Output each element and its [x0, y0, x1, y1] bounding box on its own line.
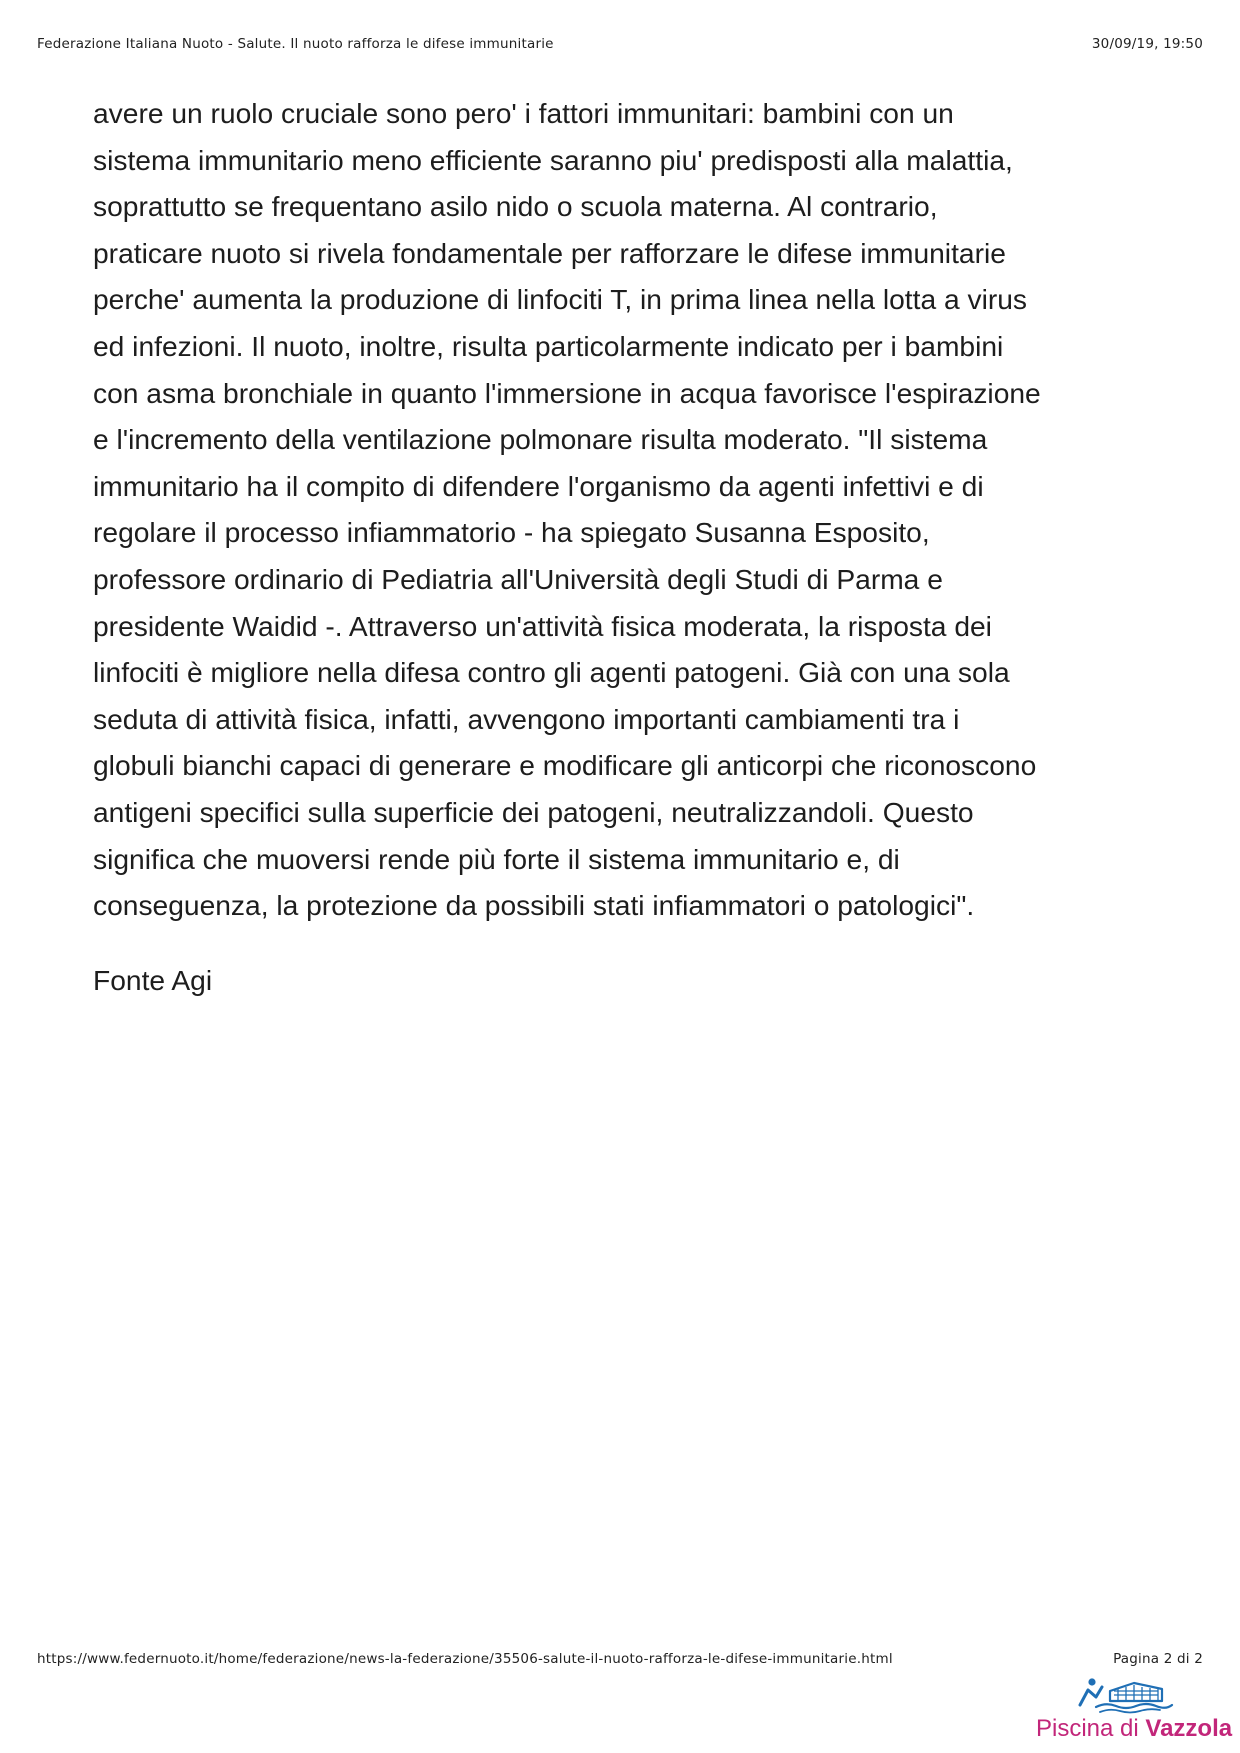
article-line: praticare nuoto si rivela fondamentale per rafforzare le difese immunitarie — [93, 236, 1006, 269]
article-line: globuli bianchi capaci di generare e modificare gli anticorpi che riconoscono — [93, 749, 1037, 782]
article-line: perche' aumenta la produzione di linfociti T, in prima linea nella lotta a virus — [93, 283, 1027, 316]
article-source: Fonte Agi — [93, 963, 213, 996]
article-line: regolare il processo infiammatorio - ha spiegato Susanna Esposito, — [93, 516, 930, 549]
print-footer — [37, 1651, 1203, 1667]
page-number: Pagina 2 di 2 — [1113, 1651, 1203, 1667]
article-line: immunitario ha il compito di difendere l'organismo da agenti infettivi e di — [93, 469, 984, 502]
print-header — [37, 36, 1203, 52]
print-datetime: 30/09/19, 19:50 — [1091, 36, 1203, 52]
article-line: con asma bronchiale in quanto l'immersione in acqua favorisce l'espirazione — [93, 376, 1041, 409]
article-line: antigeni specifici sulla superficie dei patogeni, neutralizzandoli. Questo — [93, 795, 974, 828]
article-line: e l'incremento della ventilazione polmonare risulta moderato. "Il sistema — [93, 423, 988, 456]
article-line: presidente Waidid -. Attraverso un'attività fisica moderata, la risposta dei — [93, 609, 992, 642]
piscina-vazzola-logo — [1036, 1675, 1233, 1745]
logo-text-regular: Piscina di — [1036, 1715, 1146, 1742]
article-line: significa che muoversi rende più forte il sistema immunitario e, di — [93, 842, 900, 875]
document-title: Federazione Italiana Nuoto - Salute. Il nuoto rafforza le difese immunitarie — [37, 36, 554, 52]
logo-text-bold: Vazzola — [1145, 1715, 1233, 1742]
article-line: soprattutto se frequentano asilo nido o scuola materna. Al contrario, — [93, 190, 938, 223]
article-line: ed infezioni. Il nuoto, inoltre, risulta particolarmente indicato per i bambini — [93, 329, 1004, 362]
page-url[interactable]: https://www.federnuoto.it/home/federazione/news-la-federazione/35506-salute-il-nuoto-rafforza-le-difese-immunitarie.html — [37, 1651, 893, 1667]
article-line: professore ordinario di Pediatria all'Università degli Studi di Parma e — [93, 562, 943, 595]
article-line: seduta di attività fisica, infatti, avvengono importanti cambiamenti tra i — [93, 702, 960, 735]
logo-wordmark — [1036, 1715, 1232, 1743]
article-line: sistema immunitario meno efficiente saranno piu' predisposti alla malattia, — [93, 143, 1013, 176]
article-paragraph — [93, 90, 1153, 929]
article-line: avere un ruolo cruciale sono pero' i fattori immunitari: bambini con un — [93, 97, 954, 129]
article-body — [93, 90, 1153, 1003]
swimmer-building-icon — [1076, 1675, 1176, 1717]
article-line: conseguenza, la protezione da possibili stati infiammatori o patologici". — [93, 889, 975, 922]
article-line: linfociti è migliore nella difesa contro gli agenti patogeni. Già con una sola — [93, 656, 1010, 689]
